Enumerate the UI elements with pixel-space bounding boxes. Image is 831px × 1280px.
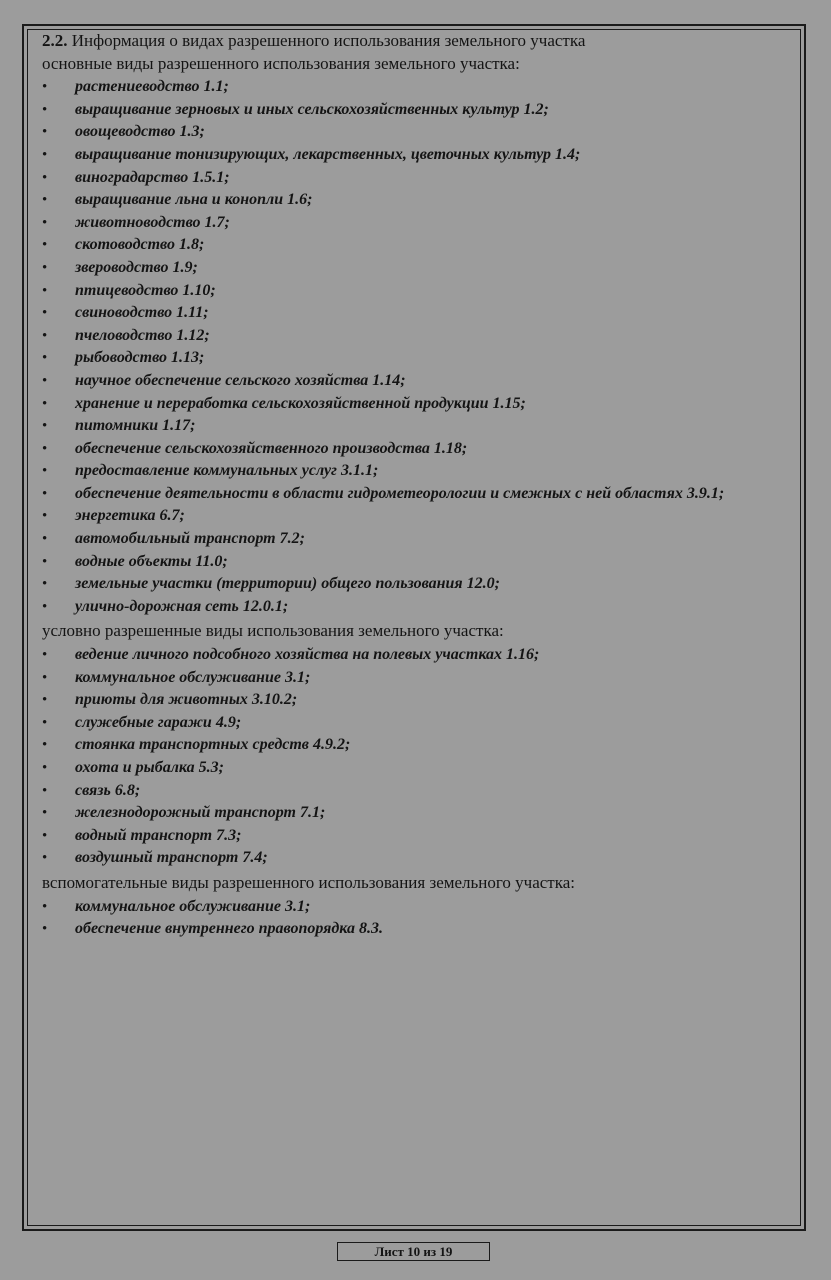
list-item-text: обеспечение внутреннего правопорядка 8.3.	[75, 920, 384, 938]
list-item-text: приюты для животных 3.10.2;	[75, 691, 298, 709]
list-item	[42, 644, 786, 667]
section-label-conditional: условно разрешенные виды использования земельного участка:	[42, 621, 504, 641]
list-item-text: коммунальное обслуживание 3.1;	[75, 668, 311, 686]
list-item	[42, 847, 786, 870]
list-item	[42, 896, 786, 919]
list-item	[42, 918, 786, 941]
bullet-icon: •	[42, 418, 48, 435]
auxiliary-uses-list	[42, 896, 786, 941]
list-item	[42, 257, 786, 280]
list-item	[42, 212, 786, 235]
list-item-text: служебные гаражи 4.9;	[75, 713, 242, 731]
list-item	[42, 234, 786, 257]
section-heading	[42, 30, 786, 53]
bullet-icon: •	[42, 598, 48, 615]
section-main-uses	[42, 53, 786, 619]
list-item-text: стоянка транспортных средств 4.9.2;	[75, 736, 351, 754]
main-uses-list	[42, 76, 786, 618]
bullet-icon: •	[42, 531, 48, 548]
list-item-text: водные объекты 11.0;	[75, 552, 228, 570]
list-item-text: звероводство 1.9;	[75, 258, 198, 276]
section-label-auxiliary: вспомогательные виды разрешенного использования земельного участка:	[42, 872, 576, 892]
list-item-text: птицеводство 1.10;	[75, 281, 216, 299]
list-item	[42, 189, 786, 212]
bullet-icon: •	[42, 259, 48, 276]
bullet-icon: •	[42, 350, 48, 367]
list-item-text: животноводство 1.7;	[75, 213, 230, 231]
bullet-icon: •	[42, 124, 48, 141]
list-item	[42, 99, 786, 122]
list-item	[42, 370, 786, 393]
bullet-icon: •	[42, 440, 48, 457]
list-item-text: научное обеспечение сельского хозяйства 1.14;	[75, 371, 406, 389]
list-item-text: выращивание льна и конопли 1.6;	[75, 191, 313, 209]
list-item-text: выращивание тонизирующих, лекарственных, цветочных культур 1.4;	[75, 145, 581, 163]
bullet-icon: •	[42, 485, 48, 502]
list-item-text: обеспечение сельскохозяйственного производства 1.18;	[75, 439, 468, 457]
section-label-main: основные виды разрешенного использования земельного участка:	[42, 53, 520, 73]
list-item	[42, 712, 786, 735]
list-item-text: выращивание зерновых и иных сельскохозяйственных культур 1.2;	[75, 100, 549, 118]
section-conditional-uses	[42, 620, 786, 870]
list-item-text: обеспечение деятельности в области гидрометеорологии и смежных с ней областях 3.9.1;	[75, 484, 725, 502]
bullet-icon: •	[42, 669, 48, 686]
bullet-icon: •	[42, 305, 48, 322]
list-item	[42, 596, 786, 619]
list-item-text: свиноводство 1.11;	[75, 304, 209, 322]
list-item-text: улично-дорожная сеть 12.0.1;	[75, 597, 289, 615]
bullet-icon: •	[42, 463, 48, 480]
bullet-icon: •	[42, 827, 48, 844]
list-item	[42, 483, 786, 506]
bullet-icon: •	[42, 760, 48, 776]
list-item	[42, 393, 786, 416]
list-item	[42, 551, 786, 574]
list-item-text: автомобильный транспорт 7.2;	[75, 530, 305, 548]
bullet-icon: •	[42, 237, 48, 254]
list-item-text: пчеловодство 1.12;	[75, 326, 210, 344]
list-item-text: охота и рыбалка 5.3;	[75, 759, 224, 776]
list-item-text: хранение и переработка сельскохозяйственной продукции 1.15;	[75, 394, 526, 412]
bullet-icon: •	[42, 192, 48, 209]
bullet-icon: •	[42, 282, 48, 299]
section-number: 2.2.	[42, 31, 68, 50]
list-item	[42, 415, 786, 438]
list-item-text: коммунальное обслуживание 3.1;	[75, 897, 311, 915]
bullet-icon: •	[42, 782, 48, 799]
list-item	[42, 573, 786, 596]
list-item	[42, 302, 786, 325]
list-item	[42, 460, 786, 483]
list-item-text: предоставление коммунальных услуг 3.1.1;	[75, 462, 379, 480]
bullet-icon: •	[42, 576, 48, 593]
list-item-text: земельные участки (территории) общего пользования 12.0;	[75, 575, 500, 593]
bullet-icon: •	[42, 805, 48, 822]
list-item	[42, 734, 786, 757]
bullet-icon: •	[42, 553, 48, 570]
list-item	[42, 757, 786, 780]
list-item-text: водный транспорт 7.3;	[75, 826, 242, 844]
list-item	[42, 167, 786, 190]
list-item	[42, 144, 786, 167]
list-item-text: овощеводство 1.3;	[75, 123, 205, 141]
list-item	[42, 438, 786, 461]
bullet-icon: •	[42, 372, 48, 389]
bullet-icon: •	[42, 850, 48, 867]
list-item-text: рыбоводство 1.13;	[75, 349, 205, 367]
bullet-icon: •	[42, 395, 48, 412]
list-item	[42, 689, 786, 712]
bullet-icon: •	[42, 508, 48, 525]
bullet-icon: •	[42, 898, 48, 915]
bullet-icon: •	[42, 327, 48, 344]
list-item-text: виноградарство 1.5.1;	[75, 168, 230, 186]
list-item-text: растениеводство 1.1;	[75, 78, 229, 96]
section-title: Информация о видах разрешенного использования земельного участка	[67, 31, 586, 50]
bullet-icon: •	[42, 79, 48, 96]
list-item	[42, 280, 786, 303]
list-item-text: связь 6.8;	[75, 781, 141, 799]
conditional-uses-list	[42, 644, 786, 870]
bullet-icon: •	[42, 146, 48, 163]
list-item	[42, 121, 786, 144]
list-item	[42, 505, 786, 528]
page-number-box: Лист 10 из 19	[337, 1242, 490, 1261]
list-item-text: воздушный транспорт 7.4;	[75, 849, 268, 867]
document-content	[42, 30, 786, 943]
list-item-text: питомники 1.17;	[75, 417, 196, 435]
bullet-icon: •	[42, 921, 48, 938]
bullet-icon: •	[42, 692, 48, 709]
bullet-icon: •	[42, 647, 48, 664]
bullet-icon: •	[42, 169, 48, 186]
list-item	[42, 325, 786, 348]
list-item	[42, 76, 786, 99]
section-auxiliary-uses	[42, 872, 786, 941]
list-item	[42, 347, 786, 370]
bullet-icon: •	[42, 714, 48, 731]
list-item-text: скотоводство 1.8;	[75, 236, 205, 254]
bullet-icon: •	[42, 214, 48, 231]
list-item-text: энергетика 6.7;	[75, 507, 185, 525]
list-item	[42, 780, 786, 803]
bullet-icon: •	[42, 101, 48, 118]
list-item-text: железнодорожный транспорт 7.1;	[75, 804, 326, 822]
list-item	[42, 667, 786, 690]
list-item	[42, 802, 786, 825]
bullet-icon: •	[42, 737, 48, 754]
list-item	[42, 528, 786, 551]
list-item	[42, 825, 786, 848]
list-item-text: ведение личного подсобного хозяйства на полевых участках 1.16;	[75, 646, 540, 664]
